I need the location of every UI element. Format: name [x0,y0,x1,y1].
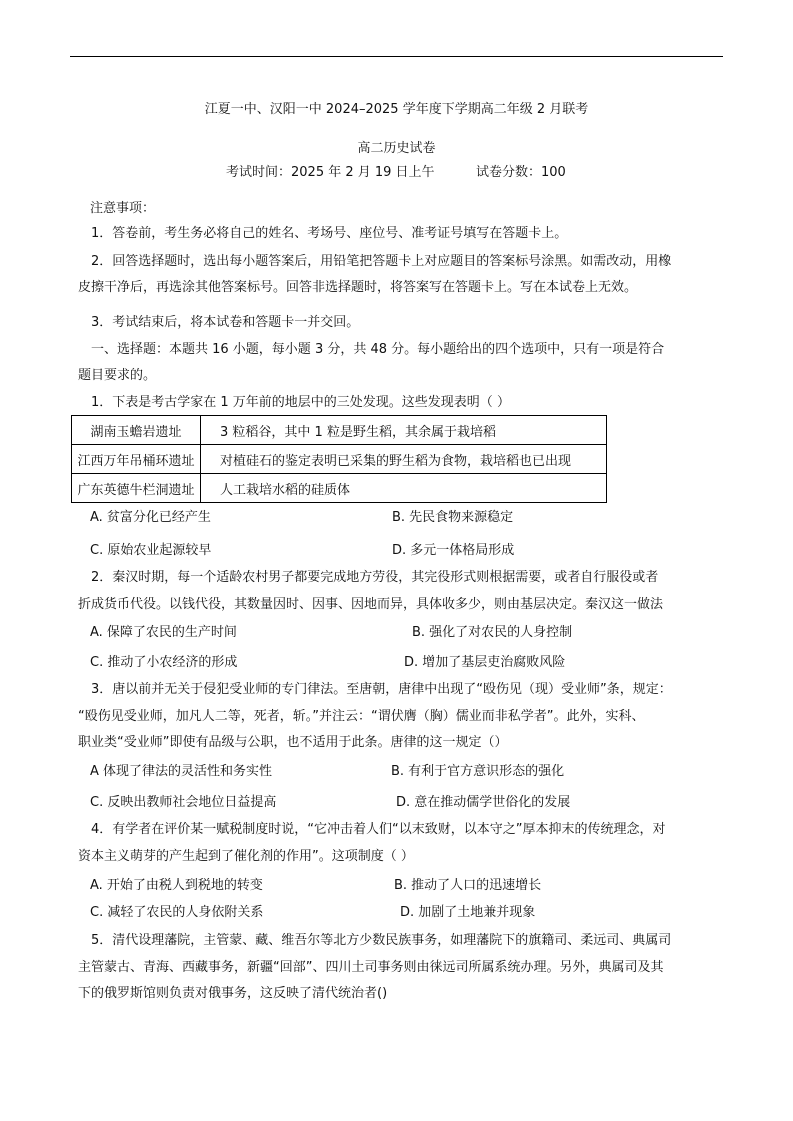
question-1-table [71,415,607,503]
question-2-stem: 折成货币代役。以钱代役，其数量因时、因事、因地而异，具体收多少，则由基层决定。秦汉这一做法 [78,597,664,612]
header-rule [70,56,723,57]
table-cell: 对植硅石的鉴定表明已采集的野生稻为食物，栽培稻也已出现 [201,445,607,474]
option-d: D. 增加了基层吏治腐败风险 [404,655,566,670]
option-b: B. 强化了对农民的人身控制 [412,625,573,640]
question-5-stem: 下的俄罗斯馆则负责对俄事务，这反映了清代统治者() [78,986,388,1001]
question-4-stem: 4．有学者在评价某一赋税制度时说，“它冲击着人们“以末致财，以本守之”厚本抑末的传统理念，对 [91,822,666,837]
option-b: B. 有利于官方意识形态的强化 [391,764,565,779]
exam-time: 考试时间：2025 年 2 月 19 日上午 [226,165,435,180]
table-cell: 江西万年吊桶环遗址 [72,445,201,474]
option-d: D. 意在推动儒学世俗化的发展 [396,795,571,810]
table-row [72,445,607,474]
option-a: A 体现了律法的灵活性和务实性 [90,764,273,779]
table-cell: 湖南玉蟾岩遗址 [72,416,201,445]
option-d: D. 加剧了土地兼并现象 [400,905,536,920]
table-cell: 广东英德牛栏洞遗址 [72,474,201,503]
note-item: 1．答卷前，考生务必将自己的姓名、考场号、座位号、准考证号填写在答题卡上。 [91,226,568,241]
option-c: C. 推动了小农经济的形成 [90,655,238,670]
table-cell: 人工栽培水稻的硅质体 [201,474,607,503]
question-4-stem: 资本主义萌芽的产生起到了催化剂的作用”。这项制度（ ） [78,849,414,864]
section-instruction: 题目要求的。 [78,368,157,383]
note-item: 皮擦干净后，再选涂其他答案标号。回答非选择题时，将答案写在答题卡上。写在本试卷上无效。 [78,280,638,295]
section-instruction: 一、选择题：本题共 16 小题，每小题 3 分，共 48 分。每小题给出的四个选项中，只有一项是符合 [91,342,665,357]
option-b: B. 先民食物来源稳定 [392,510,514,525]
question-3-stem: 职业类“受业师”即使有品级与公职，也不适用于此条。唐律的这一规定（） [78,735,508,750]
question-5-stem: 主管蒙古、青海、西藏事务，新疆“回部”、四川土司事务则由徕远司所属系统办理。另外，典属司及其 [78,960,664,975]
question-5-stem: 5．清代设理藩院，主管蒙、藏、维吾尔等北方少数民族事务，如理藩院下的旗籍司、柔远司、典属司 [91,933,672,948]
exam-title: 江夏一中、汉阳一中 2024–2025 学年度下学期高二年级 2 月联考 [204,102,589,117]
option-c: C. 原始农业起源较早 [90,543,212,558]
question-2-stem: 2．秦汉时期，每一个适龄农村男子都要完成地方劳役，其完役形式则根据需要，或者自行服役或者 [91,570,659,585]
option-d: D. 多元一体格局形成 [392,543,515,558]
option-a: A. 贫富分化已经产生 [90,510,211,525]
option-a: A. 开始了由税人到税地的转变 [90,878,263,893]
option-b: B. 推动了人口的迅速增长 [394,878,542,893]
table-row [72,474,607,503]
note-item: 3．考试结束后，将本试卷和答题卡一并交回。 [91,315,360,330]
question-3-stem: “殴伤见受业师，加凡人二等，死者，斩。”并注云：“谓伏膺（胸）儒业而非私学者”。此外，实科、 [78,709,645,724]
notes-heading: 注意事项： [90,201,156,216]
option-c: C. 减轻了农民的人身依附关系 [90,905,264,920]
exam-subtitle: 高二历史试卷 [357,141,436,156]
option-a: A. 保障了农民的生产时间 [90,625,237,640]
exam-score: 试卷分数：100 [476,165,566,180]
question-1-stem: 1．下表是考古学家在 1 万年前的地层中的三处发现。这些发现表明（ ） [91,395,510,410]
note-item: 2．回答选择题时，选出每小题答案后，用铅笔把答题卡上对应题目的答案标号涂黑。如需改动，用橡 [91,254,672,269]
table-cell: 3 粒稻谷，其中 1 粒是野生稻，其余属于栽培稻 [201,416,607,445]
question-3-stem: 3．唐以前并无关于侵犯受业师的专门律法。至唐朝，唐律中出现了“殴伤见（现）受业师”条，规定： [91,682,672,697]
option-c: C. 反映出教师社会地位日益提高 [90,795,277,810]
table-row [72,416,607,445]
